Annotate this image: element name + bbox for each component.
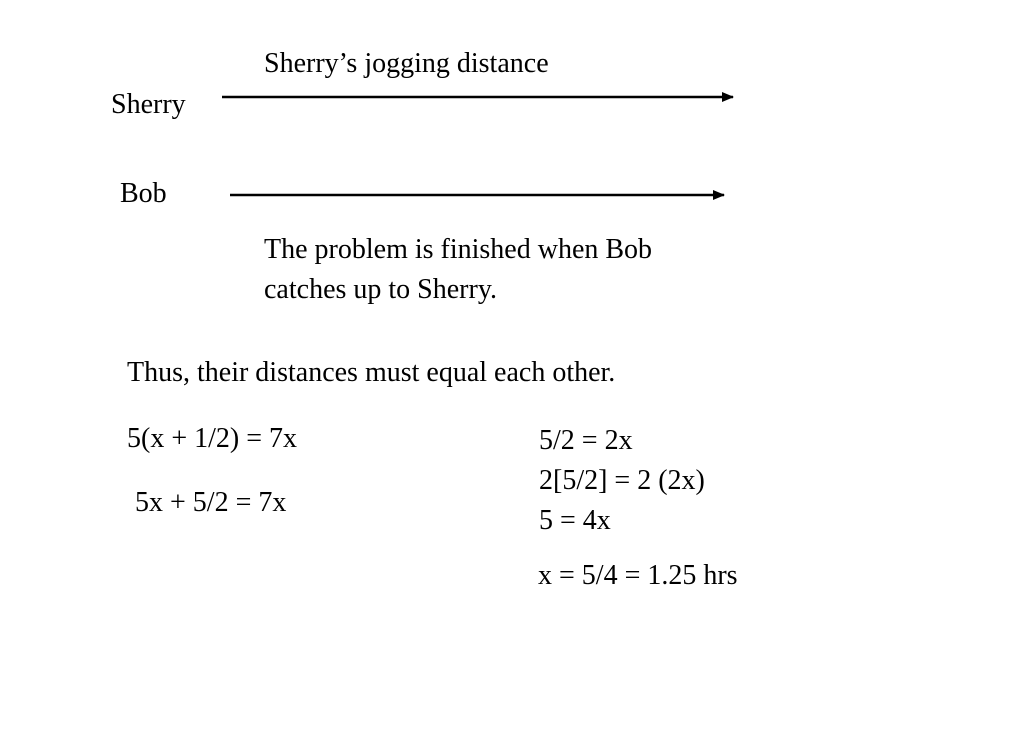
equation-right-line: 5 = 4x (539, 505, 611, 536)
explanation-text: Thus, their distances must equal each other. (127, 357, 616, 388)
equation-left-2: 5x + 5/2 = 7x (135, 487, 287, 518)
equation-right-line: 5/2 = 2x (539, 425, 633, 456)
finish-note-line: The problem is finished when Bob (264, 234, 653, 265)
answer-text: x = 5/4 = 1.25 hrs (538, 560, 738, 591)
sherry-label: Sherry (111, 89, 186, 120)
equation-left-1: 5(x + 1/2) = 7x (127, 423, 298, 454)
finish-note (264, 230, 652, 310)
finish-note-line: catches up to Sherry. (264, 274, 497, 305)
sherry-distance-label: Sherry’s jogging distance (264, 48, 549, 79)
bob-label: Bob (120, 178, 167, 209)
equations-right (539, 421, 705, 541)
equation-right-line: 2[5/2] = 2 (2x) (539, 465, 705, 496)
